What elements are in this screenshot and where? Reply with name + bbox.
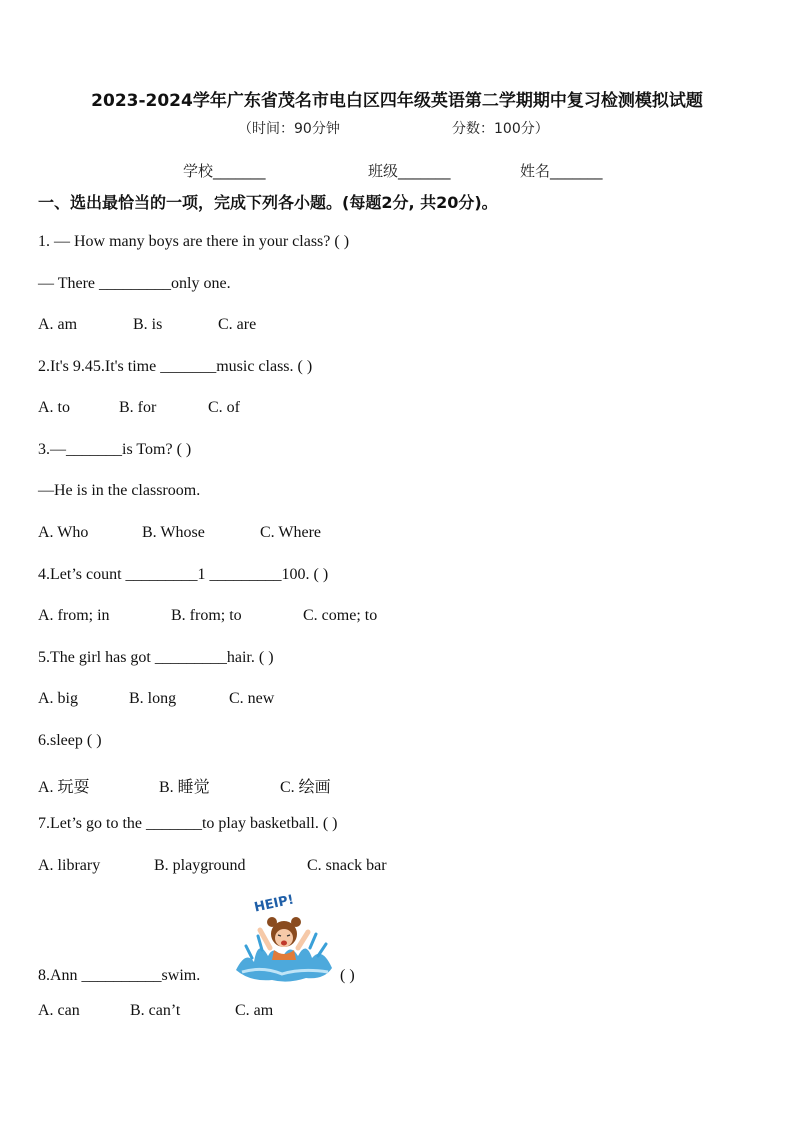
score-label: 分数：100分）: [452, 121, 549, 137]
option-a[interactable]: A. big: [38, 690, 78, 707]
question-8-stem: 8.Ann __________swim.: [38, 967, 201, 984]
school-field: 学校_______: [183, 162, 266, 180]
question-7-stem: 7.Let’s go to the _______to play basketball. ( ): [38, 815, 338, 832]
question-1-stem: 1. — How many boys are there in your class? ( ): [38, 233, 350, 250]
option-c[interactable]: C. am: [235, 1002, 274, 1019]
option-a[interactable]: A. can: [38, 1002, 80, 1019]
question-4-stem: 4.Let’s count _________1 _________100. ( ): [38, 566, 329, 583]
option-c[interactable]: C. come; to: [303, 607, 378, 624]
section-heading: 一、选出最恰当的一项，完成下列各小题。(每题2分, 共20分)。: [38, 193, 498, 212]
option-a[interactable]: A. am: [38, 316, 78, 333]
class-field: 班级_______: [368, 162, 451, 180]
option-c[interactable]: C. of: [208, 399, 240, 416]
option-b[interactable]: B. for: [119, 399, 157, 416]
option-a[interactable]: A. to: [38, 399, 70, 416]
option-a[interactable]: A. from; in: [38, 607, 110, 624]
option-b[interactable]: B. long: [129, 690, 177, 707]
question-2-stem: 2.It's 9.45.It's time _______music class. ( ): [38, 358, 313, 375]
question-1-stem2: — There _________only one.: [38, 275, 231, 292]
option-b[interactable]: B. playground: [154, 857, 246, 874]
option-c[interactable]: C. are: [218, 316, 257, 333]
question-5-stem: 5.The girl has got _________hair. ( ): [38, 649, 274, 666]
option-b[interactable]: B. from; to: [171, 607, 242, 624]
question-6-stem: 6.sleep ( ): [38, 732, 102, 749]
option-c[interactable]: C. snack bar: [307, 857, 387, 874]
option-a[interactable]: A. 玩耍: [38, 779, 90, 796]
option-a[interactable]: A. Who: [38, 524, 89, 541]
option-b[interactable]: B. 睡觉: [159, 779, 210, 796]
question-3-stem2: —He is in the classroom.: [38, 482, 201, 499]
question-8-paren: ( ): [340, 967, 355, 984]
option-b[interactable]: B. Whose: [142, 524, 205, 541]
option-c[interactable]: C. new: [229, 690, 275, 707]
time-label: （时间：90分钟: [238, 121, 340, 137]
question-3-stem: 3.—_______is Tom? ( ): [38, 441, 192, 458]
option-b[interactable]: B. can’t: [130, 1002, 181, 1019]
option-c[interactable]: C. Where: [260, 524, 322, 541]
option-a[interactable]: A. library: [38, 857, 101, 874]
page-title: 2023-2024学年广东省茂名市电白区四年级英语第二学期期中复习检测模拟试题: [91, 91, 703, 111]
heip-text: HEIP!: [252, 892, 296, 916]
option-c[interactable]: C. 绘画: [280, 779, 331, 796]
drowning-girl-illustration: [232, 888, 338, 984]
name-field: 姓名_______: [520, 162, 603, 180]
option-b[interactable]: B. is: [133, 316, 163, 333]
